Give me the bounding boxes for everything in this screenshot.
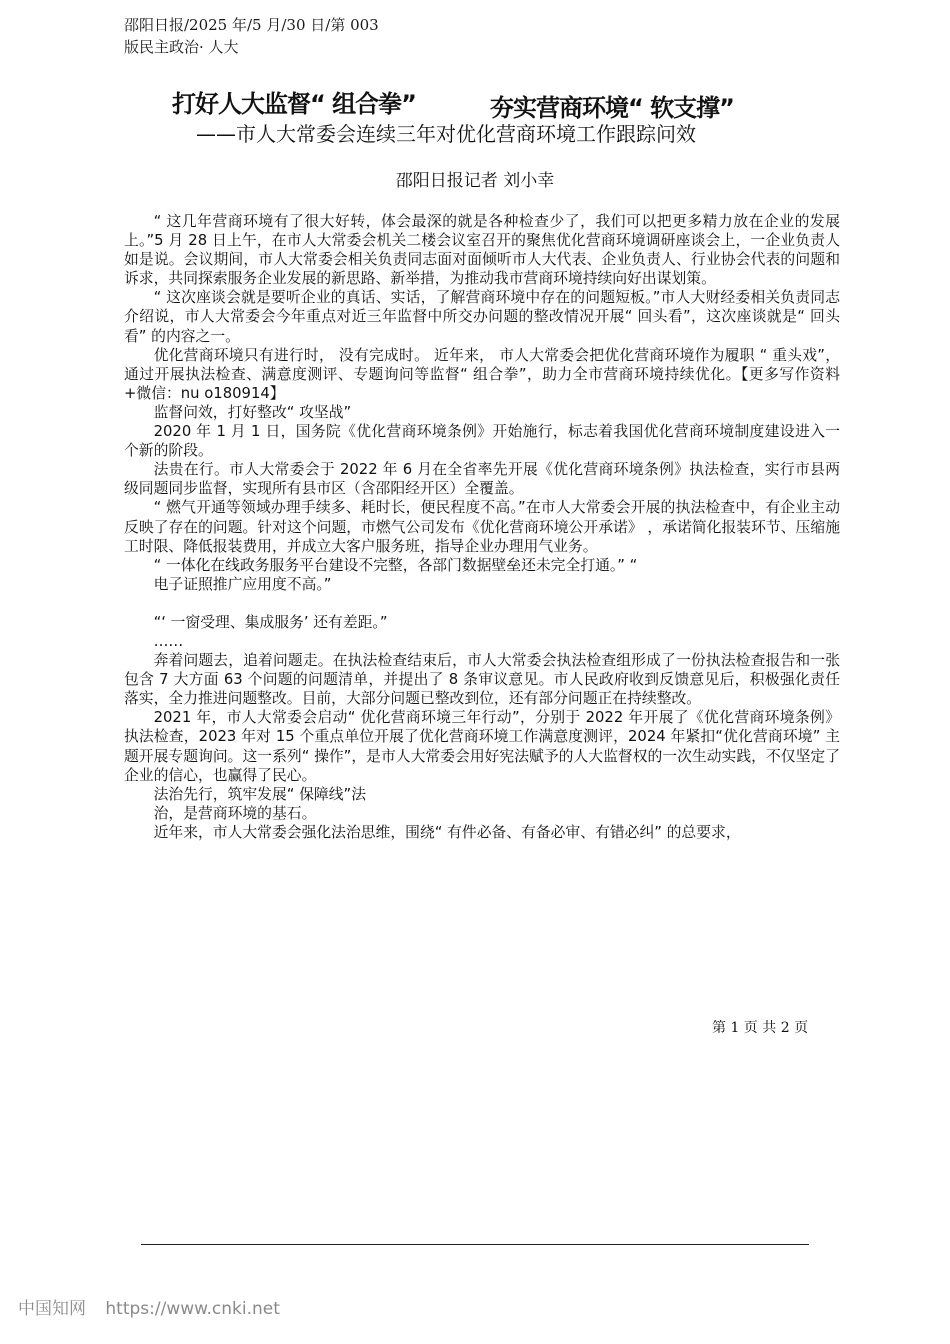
article-byline: 邵阳日报记者 刘小幸: [395, 171, 555, 191]
ellipsis: ……: [153, 632, 184, 650]
paragraph: 2020 年 1 月 1 日，国务院《优化营商环境条例》开始施行，标志着我国优化营商环境制度建设进入一个新的阶段。: [124, 423, 840, 460]
paragraph: “‘ 一窗受理、集成服务’ 还有差距。”: [153, 613, 388, 631]
paragraph: “ 这次座谈会就是要听企业的真话、实话，了解营商环境中存在的问题短板。”市人大财经委相关负责同志介绍说，市人大常委会今年重点对近三年监督中所交办问题的整改情况开展“ 回头看”，这次座谈就是“ 回头看” 的内容之一。: [124, 289, 840, 345]
page-number: 第 1 页 共 2 页: [712, 1020, 809, 1036]
paragraph: 优化营商环境只有进行时， 没有完成时。 近年来， 市人大常委会把优化营商环境作为履职 “ 重头戏”，通过开展执法检查、满意度测评、专题询问等监督“ 组合拳”，助力全市营商环境持续优化。【更多写作资料+微信：nu o180914】: [124, 346, 840, 402]
article-body: [124, 212, 840, 842]
watermark: [18, 1294, 294, 1319]
paragraph: “ 一体化在线政务服务平台建设不完整，各部门数据壁垒还未完全打通。” “: [153, 556, 638, 574]
article-title: [0, 84, 950, 120]
article-subtitle: ——市人大常委会连续三年对优化营商环境工作跟踪问效: [196, 122, 696, 146]
watermark-site-name: 中国知网: [18, 1299, 86, 1319]
document-header: [124, 14, 379, 58]
section-heading: 监督问效，打好整改“ 攻坚战”: [153, 403, 352, 421]
title-part2: 夯实营商环境“ 软支撑”: [490, 94, 734, 122]
title-part1: 打好人大监督“ 组合拳”: [172, 90, 416, 118]
section-heading: 法治先行，筑牢发展“ 保障线”法: [153, 785, 366, 803]
source-line: 邵阳日报/2025 年/5 月/30 日/第 003: [124, 16, 379, 34]
paragraph: 电子证照推广应用度不高。”: [153, 575, 332, 593]
paragraph: 近年来，市人大常委会强化法治思维，围绕“ 有件必备、有备必审、有错必纠” 的总要求，: [153, 823, 741, 841]
paragraph: 法贵在行。市人大常委会于 2022 年 6 月在全省率先开展《优化营商环境条例》执法检查，实行市县两级同题同步监督，实现所有县市区（含邵阳经开区）全覆盖。: [124, 461, 840, 498]
section-line: 版民主政治· 人大: [124, 38, 239, 56]
paragraph: “ 燃气开通等领域办理手续多、耗时长，便民程度不高。”在市人大常委会开展的执法检查中，有企业主动反映了存在的问题。针对这个问题，市燃气公司发布《优化营商环境公开承诺》 ，承诺简化报装环节、压缩施工时限、降低报装费用，并成立大客户服务班，指导企业办理用气业务。: [124, 499, 840, 555]
paragraph: “ 这几年营商环境有了很大好转，体会最深的就是各种检查少了，我们可以把更多精力放在企业的发展上。”5 月 28 日上午，在市人大常委会机关二楼会议室召开的聚焦优化营商环境调研座谈会上，一企业负责人如是说。会议期间，市人大常委会相关负责同志面对面倾听市人大代表、企业负责人、行业协会代表的问题和诉求，共同探索服务企业发展的新思路、新举措，为推动我市营商环境持续向好出谋划策。: [124, 213, 840, 288]
watermark-url[interactable]: https://www.cnki.net: [105, 1299, 280, 1319]
footer-divider: [141, 1244, 809, 1245]
paragraph: 治，是营商环境的基石。: [153, 804, 317, 822]
paragraph: 2021 年，市人大常委会启动“ 优化营商环境三年行动”，分别于 2022 年开展了《优化营商环境条例》执法检查，2023 年对 15 个重点单位开展了优化营商环境工作满意度测评，2024 年紧扣“优化营商环境” 主题开展专题询问。这一系列“ 操作”，是市人大常委会用好宪法赋予的人大监督权的一次生动实践，不仅坚定了企业的信心，也赢得了民心。: [124, 709, 840, 784]
paragraph: 奔着问题去，追着问题走。在执法检查结束后，市人大常委会执法检查组形成了一份执法检查报告和一张包含 7 大方面 63 个问题的问题清单，并提出了 8 条审议意见。市人民政府收到反馈意见后，积极强化责任落实，全力推进问题整改。目前，大部分问题已整改到位，还有部分问题正在持续整改。: [124, 652, 840, 708]
